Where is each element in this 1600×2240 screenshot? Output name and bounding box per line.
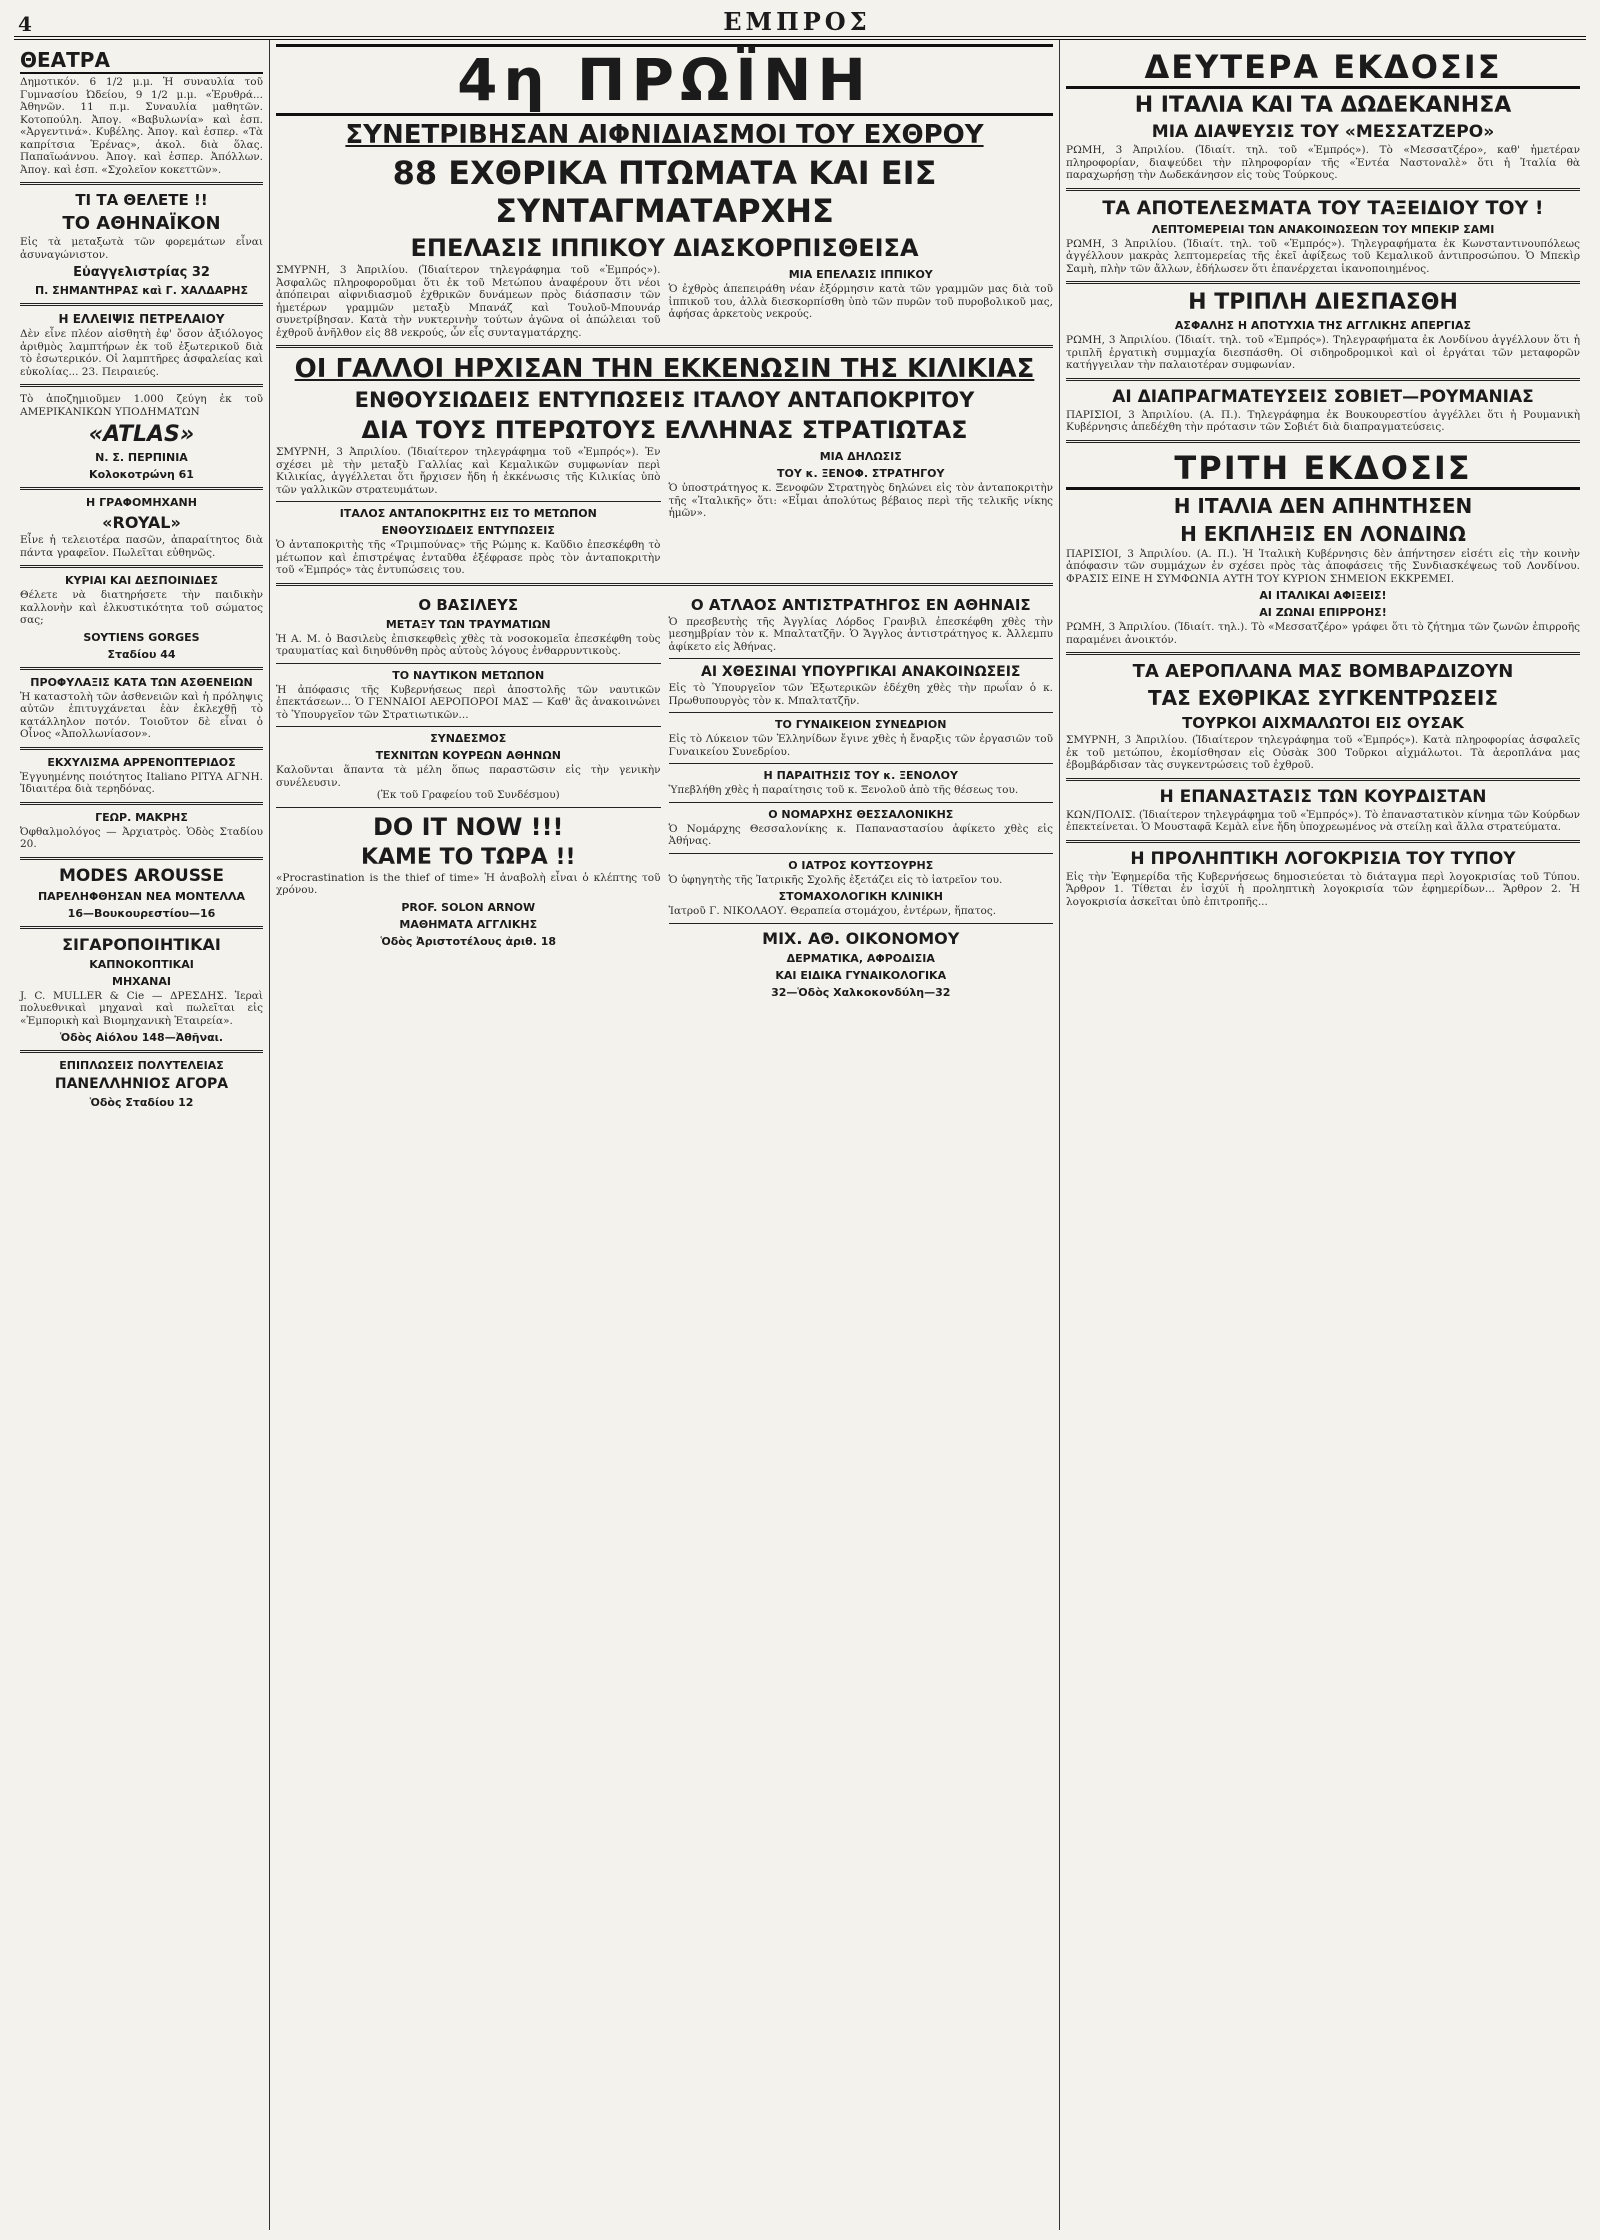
doctor-text: Ὁ ὑφηγητὴς τῆς Ἰατρικῆς Σχολῆς ἐξετάζει εἰς τὸ ἰατρεῖον του. [668, 873, 1003, 886]
ministerial-heading: ΑΙ ΧΘΕΣΙΝΑΙ ΥΠΟΥΡΓΙΚΑΙ ΑΝΑΚΟΙΝΩΣΕΙΣ [701, 664, 1021, 680]
center-news-column [270, 40, 1060, 2230]
r-article-5: ΠΑΡΙΣΙΟΙ, 3 Ἀπριλίου. (Α. Π.). Ἡ Ἰταλικὴ Κυβέρνησις δὲν ἀπήντησεν εἰσέτι εἰς τὴν κοινὴν ἀπόφασιν τῶν συμμάχων ἐν σχέσει πρὸς τὰς ἀποφάσεις τῆς Συνδιασκέψεως τοῦ Λονδίνου. ΦΡΑΣΙΣ ΕΙΝΕ Η ΣΥΜΦΩΝΙΑ ΑΥΤΗ ΤΟΥ ΚΥΡΙΟΝ ΣΗΜΕΙΟΝ ΕΚΚΡΕΜΕΙ. [1066, 547, 1580, 585]
r-article-7: ΣΜΥΡΝΗ, 3 Ἀπριλίου. (Ἰδιαίτερον τηλεγράφημα τοῦ «Ἐμπρός»). Κατὰ πληροφορίας ἀσφαλεῖς ἐκ τοῦ μετώπου, ἐκομίσθησαν εἰς Οὐσὰκ 300 Τοῦρκοι αἰχμάλωτοι. Τὰ ἀεροπλάνα μας ἐβομβάρδισαν τὰς συγκεντρώσεις τοῦ ἐχθροῦ. [1066, 734, 1580, 771]
soutiens-brand: SOYTIENS GORGES [83, 630, 200, 644]
oikonomou-heading: ΜΙΧ. ΑΘ. ΟΙΚΟΝΟΜΟΥ [762, 928, 960, 948]
r-article-9: Εἰς τὴν Ἐφημερίδα τῆς Κυβερνήσεως δημοσιεύεται τὸ διάταγμα περὶ λογοκρισίας τοῦ Τύπου. Ἄρθρον 1. Τίθεται ἐν ἰσχύϊ ἡ προληπτικὴ λογοκρισία τῶν ἐφημερίδων... Ἄρθρον 2. Ἡ λογοκρισία ἀσκεῖται ὑπὸ ἐπιτροπῆς... [1066, 870, 1580, 908]
resignation-text: Ὑπεβλήθη χθὲς ἡ παραίτησις τοῦ κ. Ξενολοῦ ἀπὸ τῆς θέσεως του. [668, 784, 1019, 796]
women-congress-text: Εἰς τὸ Λύκειον τῶν Ἑλληνίδων ἔγινε χθὲς ἡ ἔναρξις τῶν ἐργασιῶν τοῦ Γυναικείου Συνεδρίου. [668, 733, 1053, 758]
doit-text: «Procrastination is the thief of time» Ἡ ἀναβολὴ εἶναι ὁ κλέπτης τοῦ χρόνου. [276, 871, 661, 896]
union-signature: (Ἐκ τοῦ Γραφείου τοῦ Συνδέσμου) [376, 789, 560, 801]
extract-text: Ἐγγυημένης ποιότητος Italiano PITYA ΑΓΝΗ. Ἰδιαιτέρα διὰ τερηδόνας. [20, 770, 263, 795]
r-article-6: ΡΩΜΗ, 3 Ἀπριλίου. (Ἰδιαίτ. τηλ.). Τὸ «Μεσσατζέρο» γράφει ὅτι τὸ ζήτημα τῶν ζωνῶν ἐπιρροῆς παραμένει ἀνοικτόν. [1066, 621, 1580, 646]
modes-address: 16—Βουκουρεστίου—16 [67, 906, 216, 920]
cilicia-text: ΣΜΥΡΝΗ, 3 Ἀπριλίου. (Ἰδιαίτερον τηλεγράφημα τοῦ «Ἐμπρός»). Ἐν σχέσει μὲ τὴν μεταξὺ Γαλλίας καὶ Κεμαλικῶν συμφωνίαν περὶ Κιλικίας, ἀγγέλλεται ὅτι ἤρχισεν ἤδη ἡ ἐκκένωσις τῆς Κιλικίας ὑπὸ τῶν γαλλικῶν στρατευμάτων. [276, 446, 661, 496]
page-number: 4 [18, 12, 32, 36]
union-subheading: ΤΕΧΝΙΤΩΝ ΚΟΥΡΕΩΝ ΑΘΗΝΩΝ [375, 749, 561, 762]
general-text: Ὁ πρεσβευτὴς τῆς Ἀγγλίας Λόρδος Γρανβιλ ἐπεσκέφθη χθὲς τὴν μεσημβρίαν τὸν κ. Μπαλτατζῆν. Ὁ Ἄγγλος ἀντιστράτηγος κ. Ἀλλεμπυ ἀφίκετο εἰς Ἀθήνας. [668, 615, 1053, 653]
r-headline-16: Η ΠΡΟΛΗΠΤΙΚΗ ΛΟΓΟΚΡΙΣΙΑ ΤΟΥ ΤΥΠΟΥ [1130, 848, 1516, 869]
cigarette-subtitle-2: ΜΗΧΑΝΑΙ [112, 974, 171, 988]
petroleum-text: Δὲν εἶνε πλέον αἰσθητὴ ἐφ' ὅσον ἀξιόλογος ἀριθμὸς λαμπτήρων ἐκ τοῦ ἐξωτερικοῦ διὰ τὸ ἐσωτερικόν. Οἱ λαμπτῆρες ἀσφαλείας καὶ εὐκολίας... 23. Πειραιεύς. [20, 328, 263, 378]
cigarette-subtitle: ΚΑΠΝΟΚΟΠΤΙΚΑΙ [89, 957, 194, 971]
ad-address: Εὐαγγελιστρίας 32 [73, 265, 210, 280]
king-subheading: ΜΕΤΑΞΥ ΤΩΝ ΤΡΑΥΜΑΤΙΩΝ [385, 617, 551, 631]
oikonomou-address: 32—Ὁδὸς Χαλκοκονδύλη—32 [771, 985, 951, 999]
women-congress-heading: ΤΟ ΓΥΝΑΙΚΕΙΟΝ ΣΥΝΕΔΡΙΟΝ [775, 718, 947, 731]
right-news-column [1060, 40, 1586, 2230]
royal-text: Εἶνε ἡ τελειοτέρα πασῶν, ἀπαραίτητος διὰ πάντα γραφεῖον. Πωλεῖται εὐθηνῶς. [20, 534, 263, 559]
makris-heading: ΓΕΩΡ. ΜΑΚΡΗΣ [95, 810, 188, 824]
ad-subtitle: ΤΟ ΑΘΗΝΑΪΚΟΝ [62, 213, 221, 234]
edition-banner: 4η ΠΡΩΪΝΗ [276, 44, 1053, 116]
ad-owners: Π. ΣΗΜΑΝΤΗΡΑΣ καὶ Γ. ΧΑΛΔΑΡΗΣ [34, 284, 249, 297]
extract-heading: ΕΚΧΥΛΙΣΜΑ ΑΡΡΕΝΟΠΤΕΡΙΔΟΣ [47, 755, 236, 769]
r-article-4: ΠΑΡΙΣΙΟΙ, 3 Ἀπριλίου. (Α. Π.). Τηλεγράφημα ἐκ Βουκουρεστίου ἀγγέλλει ὅτι ἡ Ρουμανικὴ Κυβέρνησις ἀπεδέχθη τὴν πρότασιν τῶν Σοβιέτ διὰ διαπραγματεύσεις. [1066, 408, 1580, 433]
doit-subheading: ΚΑΜΕ ΤΟ ΤΩΡΑ !! [360, 844, 576, 870]
r-headline-8: Η ΙΤΑΛΙΑ ΔΕΝ ΑΠΗΝΤΗΣΕΝ [1173, 493, 1473, 518]
r-headline-1: Η ΙΤΑΛΙΑ ΚΑΙ ΤΑ ΔΩΔΕΚΑΝΗΣΑ [1134, 93, 1512, 118]
declaration-text: Ὁ ὑποστράτηγος κ. Ξενοφῶν Στρατηγὸς δηλώνει εἰς τὸν ἀνταποκριτὴν τῆς «Ἰταλικῆς» ὅτι: «Εἶμαι ἀπολύτως βέβαιος περὶ τῆς τελικῆς νίκης ἡμῶν». [668, 482, 1053, 519]
ladies-text: Θέλετε νὰ διατηρήσετε τὴν παιδικὴν καλλονὴν καὶ ἐλκυστικότητα τοῦ σώματος σας; [20, 589, 263, 626]
royal-heading: Η ΓΡΑΦΟΜΗΧΑΝΗ [86, 496, 197, 509]
modes-heading: MODES AROUSSE [58, 865, 225, 886]
ladies-heading: ΚΥΡΙΑΙ ΚΑΙ ΔΕΣΠΟΙΝΙΔΕΣ [64, 574, 219, 587]
royal-brand: «ROYAL» [102, 513, 181, 532]
page-header [14, 7, 1586, 40]
r-headline-2: ΜΙΑ ΔΙΑΨΕΥΣΙΣ ΤΟΥ «ΜΕΣΣΑΤΖΕΡΟ» [1151, 122, 1495, 142]
r-headline-10: ΑΙ ΙΤΑΛΙΚΑΙ ΑΦΙΞΕΙΣ! [1259, 589, 1387, 602]
r-headline-4: ΛΕΠΤΟΜΕΡΕΙΑΙ ΤΩΝ ΑΝΑΚΟΙΝΩΣΕΩΝ ΤΟΥ ΜΠΕΚΙΡ ΣΑΜΙ [1151, 222, 1495, 236]
theatres-heading: ΘΕΑΤΡΑ [20, 48, 263, 74]
king-text: Ἡ Α. Μ. ὁ Βασιλεὺς ἐπισκεφθεὶς χθὲς τὰ νοσοκομεῖα ἐπεσκέφθη τοὺς τραυματίας καὶ διηυθύνθη πρὸς αὐτοὺς λόγους ἐνθαρρυντικοὺς. [276, 632, 661, 657]
union-heading: ΣΥΝΔΕΣΜΟΣ [430, 732, 507, 745]
furniture-address: Ὁδὸς Σταδίου 12 [89, 1096, 194, 1109]
atlas-brand: «ATLAS» [88, 422, 195, 447]
r-article-8: ΚΩΝ/ΠΟΛΙΣ. (Ἰδιαίτερον τηλεγράφημα τοῦ «Ἐμπρός»). Τὸ ἐπαναστατικὸν κίνημα τῶν Κούρδων ἐπεκτείνεται. Ὁ Μουσταφᾶ Κεμὰλ εἶνε ἤδη ὑποχρεωμένος νὰ στείλῃ καὶ ἄλλα στρατεύματα. [1066, 808, 1580, 833]
doit-lessons: ΜΑΘΗΜΑΤΑ ΑΓΓΛΙΚΗΣ [399, 917, 538, 931]
r-headline-3: ΤΑ ΑΠΟΤΕΛΕΣΜΑΤΑ ΤΟΥ ΤΑΞΕΙΔΙΟΥ ΤΟΥ ! [1102, 196, 1544, 219]
r-headline-6: ΑΣΦΑΛΗΣ Η ΑΠΟΤΥΧΙΑ ΤΗΣ ΑΓΓΛΙΚΗΣ ΑΠΕΡΓΙΑΣ [1174, 319, 1472, 332]
doit-address: Ὁδὸς Ἀριστοτέλους ἀριθ. 18 [380, 934, 557, 948]
correspondent-heading: ΙΤΑΛΟΣ ΑΝΤΑΠΟΚΡΙΤΗΣ ΕΙΣ ΤΟ ΜΕΤΩΠΟΝ [339, 507, 597, 520]
oikonomou-subheading: ΔΕΡΜΑΤΙΚΑ, ΑΦΡΟΔΙΣΙΑ [786, 951, 935, 965]
r-headline-5: Η ΤΡΙΠΛΗ ΔΙΕΣΠΑΣΘΗ [1188, 290, 1458, 315]
modes-subtitle: ΠΑΡΕΛΗΦΘΗΣΑΝ ΝΕΑ ΜΟΝΤΕΛΛΑ [37, 889, 246, 903]
article-front-text: ΣΜΥΡΝΗ, 3 Ἀπριλίου. (Ἰδιαίτερον τηλεγράφημα τοῦ «Ἐμπρός»). Ἀσφαλῶς πληροφοροῦμαι ὅτι ἐκ τοῦ Μετώπου ἀναφέρουν ὅτι νέοι ἀπόπειραι αἰφνιδιασμοῦ ἐχθρικῶν δυνάμεων πρὸς διάσπασιν τῶν ἡμετέρων γραμμῶν μεταξὺ Μπανάζ καὶ Τουλοῦ-Μπουνάρ συνετρίβησαν. Κατὰ τὴν νυκτερινὴν τούτων ἀγῶνα οἱ ἀπώλειαι τοῦ ἐχθροῦ ἀνῆλθον εἰς 88 νεκρούς, ὧν εἷς συνταγματάρχης. [276, 264, 661, 339]
naval-heading: ΤΟ ΝΑΥΤΙΚΟΝ ΜΕΤΩΠΟΝ [392, 668, 545, 682]
doctor-heading: Ο ΙΑΤΡΟΣ ΚΟΥΤΣΟΥΡΗΣ [788, 858, 934, 872]
masthead: ΕΜΠΡΟΣ [723, 7, 871, 36]
third-edition-banner: ΤΡΙΤΗ ΕΚΔΟΣΙΣ [1066, 449, 1580, 490]
makris-text: Ὀφθαλμολόγος — Ἀρχιατρὸς. Ὁδὸς Σταδίου 20. [20, 825, 263, 850]
prefect-heading: Ο ΝΟΜΑΡΧΗΣ ΘΕΣΣΑΛΟΝΙΚΗΣ [768, 807, 954, 821]
r-headline-9: Η ΕΚΠΛΗΞΙΣ ΕΝ ΛΟΝΔΙΝΩ [1180, 521, 1466, 546]
atlas-name: Ν. Σ. ΠΕΡΠΙΝΙΑ [95, 451, 188, 464]
second-edition-banner: ΔΕΥΤΕΡΑ ΕΚΔΟΣΙΣ [1066, 48, 1580, 89]
doit-professor: PROF. SOLON ARNOW [401, 900, 536, 914]
furniture-heading: ΕΠΙΠΛΩΣΕΙΣ ΠΟΛΥΤΕΛΕΙΑΣ [59, 1059, 224, 1072]
article-front-text-2: Ὁ ἐχθρὸς ἀπεπειράθη νέαν ἐξόρμησιν κατὰ τῶν γραμμῶν μας διὰ τοῦ ἱππικοῦ του, ἀλλὰ διεσκορπίσθη ὑπὸ τῶν πυρῶν τοῦ πυροβολικοῦ μας, ἀφήσας ἀρκετοὺς νεκρούς. [668, 283, 1053, 320]
furniture-subtitle: ΠΑΝΕΛΛΗΝΙΟΣ ΑΓΟΡΑ [54, 1076, 229, 1092]
union-text: Καλοῦνται ἅπαντα τὰ μέλη ὅπως παραστῶσιν εἰς τὴν γενικὴν συνέλευσιν. [276, 764, 661, 789]
petroleum-heading: Η ΕΛΛΕΙΨΙΣ ΠΕΤΡΕΛΑΙΟΥ [58, 312, 225, 326]
r-article-1: ΡΩΜΗ, 3 Ἀπριλίου. (Ἰδιαίτ. τηλ. τοῦ «Ἐμπρός»). Τὸ «Μεσσατζέρο», καθ' ἡμετέραν πληροφορίαν, διαψεύδει τὴν πληροφορίαν τῆς «Ἐντέα Ναστοναλὲ» ὅτι ἡ Ἰταλία θὰ παραχωρήσῃ τὴν Δωδεκάνησον εἰς τοὺς Τούρκους. [1066, 144, 1580, 181]
ad-title: ΤΙ ΤΑ ΘΕΛΕΤΕ !! [75, 191, 208, 209]
correspondent-subheading: ΕΝΘΟΥΣΙΩΔΕΙΣ ΕΝΤΥΠΩΣΕΙΣ [381, 524, 555, 537]
clinic-heading: ΣΤΟΜΑΧΟΛΟΓΙΚΗ ΚΛΙΝΙΚΗ [778, 890, 943, 903]
declaration-subheading: ΤΟΥ κ. ΞΕΝΟΦ. ΣΤΡΑΤΗΓΟΥ [777, 467, 945, 480]
protection-text: Ἡ καταστολὴ τῶν ἀσθενειῶν καὶ ἡ πρόληψις αὐτῶν ἐπιτυγχάνεται ἐὰν ἐκλεχθῇ τὸ κατάλληλον ποτόν. Τοιοῦτον δὲ εἶναι ὁ Οἶνος «Ἀπολλωνίασον». [20, 690, 263, 740]
r-headline-7: ΑΙ ΔΙΑΠΡΑΓΜΑΤΕΥΣΕΙΣ ΣΟΒΙΕΤ—ΡΟΥΜΑΝΙΑΣ [1112, 386, 1534, 407]
r-headline-11: ΑΙ ΖΩΝΑΙ ΕΠΙΡΡΟΗΣ! [1259, 606, 1387, 619]
clinic-text: Ἰατροῦ Γ. ΝΙΚΟΛΑΟΥ. Θεραπεία στομάχου, ἐντέρων, ἥπατος. [668, 905, 997, 917]
r-headline-13: ΤΑΣ ΕΧΘΡΙΚΑΣ ΣΥΓΚΕΝΤΡΩΣΕΙΣ [1147, 686, 1499, 710]
declaration-heading: ΜΙΑ ΔΗΛΩΣΙΣ [819, 450, 902, 463]
r-article-2: ΡΩΜΗ, 3 Ἀπριλίου. (Ἰδιαίτ. τηλ. τοῦ «Ἐμπρός»). Τηλεγραφήματα ἐκ Κωνσταντινουπόλεως ἀγγέλλουν μακρὰς λεπτομερείας τῆς ἐκεῖ ἀφίξεως τοῦ Κεμαλικοῦ ἀντιπροσώπου. Ὁ Μπεκὶρ Σαμὴ, πλὴν τῶν ἄλλων, ἐδήλωσεν ὅτι ἐπανέρχεται ἱκανοποιημένος. [1066, 237, 1580, 275]
cigarette-text: J. C. MULLER & Cie — ΔΡΕΣΔΗΣ. Ἱεραὶ πολυεθνικαὶ μηχαναὶ καὶ πωλεῖται εἰς «Ἐμπορικὴ καὶ Βιομηχανικὴ Ἑταιρεία». [20, 989, 263, 1027]
protection-heading: ΠΡΟΦΥΛΑΞΙΣ ΚΑΤΑ ΤΩΝ ΑΣΘΕΝΕΙΩΝ [30, 675, 253, 689]
atlas-address: Κολοκοτρώνη 61 [89, 468, 194, 481]
r-headline-15: Η ΕΠΑΝΑΣΤΑΣΙΣ ΤΩΝ ΚΟΥΡΔΙΣΤΑΝ [1159, 786, 1487, 807]
cigarette-address: Ὁδὸς Αἰόλου 148—Ἀθῆναι. [59, 1031, 224, 1044]
naval-text: Ἡ ἀπόφασις τῆς Κυβερνήσεως περὶ ἀποστολῆς τῶν ναυτικῶν ἐπεκτάσεων... Ὁ ΓΕΝΝΑΙΟΙ ΑΕΡΟΠΟΡΟΙ ΜΑΣ — Καθ' ἃς ἀνακοινώνει τὸ Ὑπουργεῖον τῶν Στρατιωτικῶν... [276, 683, 661, 721]
article-front-subheading: ΜΙΑ ΕΠΕΛΑΣΙΣ ΙΠΠΙΚΟΥ [788, 268, 933, 281]
atlas-text: Τὸ ἀποζημιοῦμεν 1.000 ζεύγη ἐκ τοῦ ΑΜΕΡΙΚΑΝΙΚΩΝ ΥΠΟΔΗΜΑΤΩΝ [20, 393, 263, 418]
headline-2: 88 ΕΧΘΡΙΚΑ ΠΤΩΜΑΤΑ ΚΑΙ ΕΙΣ ΣΥΝΤΑΓΜΑΤΑΡΧΗΣ [392, 154, 937, 230]
headline-1: ΣΥΝΕΤΡΙΒΗΣΑΝ ΑΙΦΝΙΔΙΑΣΜΟΙ ΤΟΥ ΕΧΘΡΟΥ [345, 120, 984, 150]
resignation-heading: Η ΠΑΡΑΙΤΗΣΙΣ ΤΟΥ κ. ΞΕΝΟΛΟΥ [763, 769, 958, 782]
headline-4: ΟΙ ΓΑΛΛΟΙ ΗΡΧΙΣΑΝ ΤΗΝ ΕΚΚΕΝΩΣΙΝ ΤΗΣ ΚΙΛΙΚΙΑΣ [294, 354, 1035, 384]
prefect-text: Ὁ Νομάρχης Θεσσαλονίκης κ. Παπαναστασίου ἀφίκετο χθὲς εἰς Ἀθήνας. [668, 822, 1053, 847]
left-ads-column [14, 40, 270, 2230]
headline-3: ΕΠΕΛΑΣΙΣ ΙΠΠΙΚΟΥ ΔΙΑΣΚΟΡΠΙΣΘΕΙΣΑ [410, 234, 919, 262]
r-headline-14: ΤΟΥΡΚΟΙ ΑΙΧΜΑΛΩΤΟΙ ΕΙΣ ΟΥΣΑΚ [1182, 714, 1464, 732]
ad-text: Εἰς τὰ μεταξωτὰ τῶν φορεμάτων εἶναι ἀσυναγώνιστον. [20, 236, 263, 261]
r-article-3: ΡΩΜΗ, 3 Ἀπριλίου. (Ἰδιαίτ. τηλ. τοῦ «Ἐμπρός»). Τηλεγραφήματα ἐκ Λονδίνου ἀγγέλλουν ὅτι ἡ τριπλῆ ἐργατικὴ συμμαχία διεσπάσθη. Οἱ σιδηροδρομικοὶ καὶ οἱ ἐργάται τῶν μεταφορῶν κατήγγειλαν τὴν παλαιοτέραν συμφωνίαν. [1066, 334, 1580, 371]
soutiens-address: Σταδίου 44 [107, 647, 176, 661]
headline-6: ΔΙΑ ΤΟΥΣ ΠΤΕΡΩΤΟΥΣ ΕΛΛΗΝΑΣ ΣΤΡΑΤΙΩΤΑΣ [361, 416, 968, 444]
general-heading: Ο ΑΤΛΑΟΣ ΑΝΤΙΣΤΡΑΤΗΓΟΣ ΕΝ ΑΘΗΝΑΙΣ [690, 595, 1031, 614]
correspondent-text: Ὁ ἀνταποκριτὴς τῆς «Τριμπούνας» τῆς Ρώμης κ. Καῦδιο ἐπεσκέφθη τὸ μέτωπον καὶ ἐπιστρέψας ἐνταῦθα ἐξέφρασε πρὸς τὸν ἀνταποκριτὴν τοῦ «Ἐμπρός» τὰς ἐντυπώσεις του. [276, 539, 661, 576]
cigarette-heading: ΣΙΓΑΡΟΠΟΙΗΤΙΚΑΙ [62, 934, 221, 954]
king-heading: Ο ΒΑΣΙΛΕΥΣ [418, 595, 519, 614]
oikonomou-subheading-2: ΚΑΙ ΕΙΔΙΚΑ ΓΥΝΑΙΚΟΛΟΓΙΚΑ [775, 968, 947, 982]
doit-heading: DO IT NOW !!! [373, 812, 564, 841]
theatres-text: Δημοτικόν. 6 1/2 μ.μ. Ἡ συναυλία τοῦ Γυμνασίου Ὠδείου, 9 1/2 μ.μ. «Ἐρυθρά... Ἀθηνῶν. 11 π.μ. Συναυλία μαθητῶν. Κοτοπούλη. Ἀπογ. «Βαβυλωνία» καὶ ἑσπ. «Ἀργεντινά». Κυβέλης. Ἀπογ. καὶ ἑσπερ. «Τὰ καπρίτσια Ἑρένας», ἀκολ. διὰ ὅλας. Παπαϊωάννου. Ἀπογ. καὶ ἑσπερ. Ἀπόλλων. Ἀπογ. καὶ ἑσπ. «Σχολεῖον κοκεττῶν». [20, 76, 263, 176]
ministerial-text: Εἰς τὸ Ὑπουργεῖον τῶν Ἐξωτερικῶν ἐδέχθη χθὲς τὴν πρωΐαν ὁ κ. Πρωθυπουργὸς τὸν κ. Μπαλτατζῆν. [668, 682, 1053, 707]
headline-5: ΕΝΘΟΥΣΙΩΔΕΙΣ ΕΝΤΥΠΩΣΕΙΣ ΙΤΑΛΟΥ ΑΝΤΑΠΟΚΡΙΤΟΥ [354, 388, 975, 412]
r-headline-12: ΤΑ ΑΕΡΟΠΛΑΝΑ ΜΑΣ ΒΟΜΒΑΡΔΙΖΟΥΝ [1132, 661, 1514, 682]
